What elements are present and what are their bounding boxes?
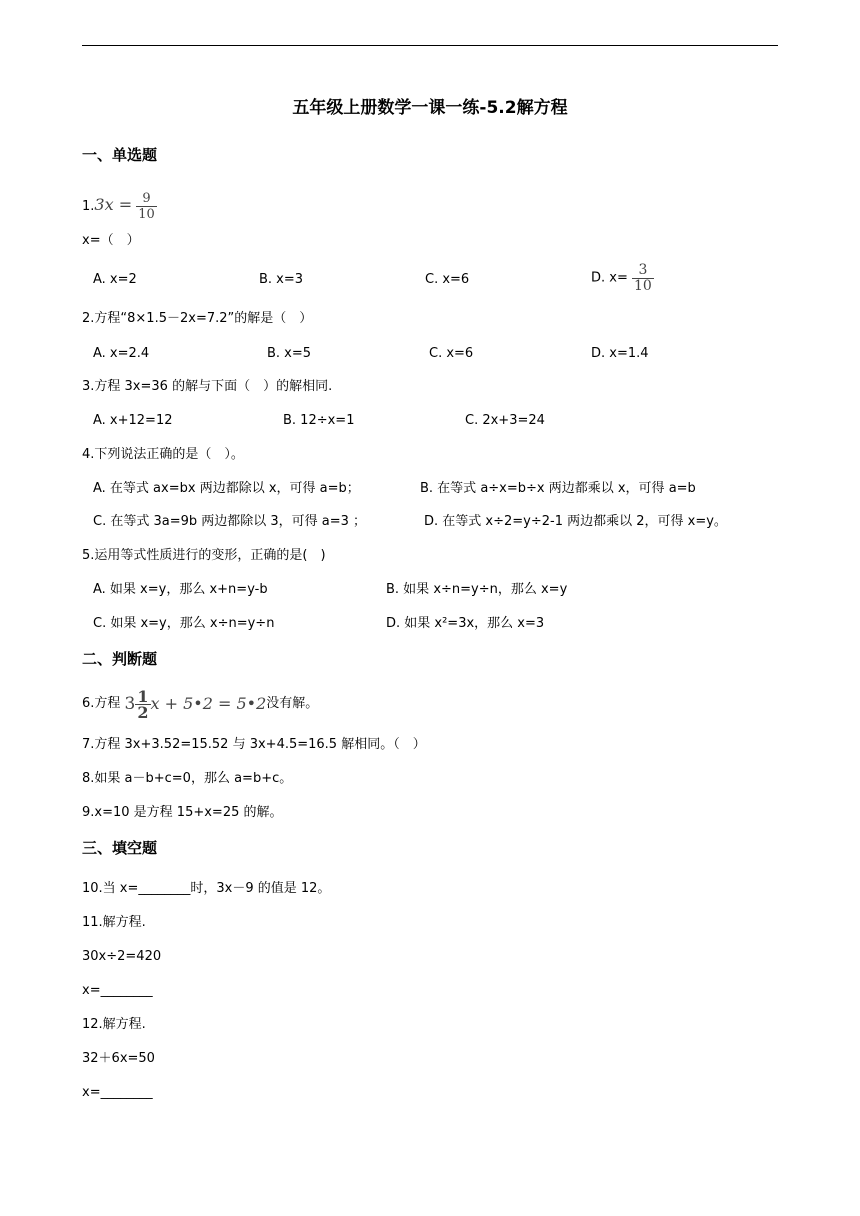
question-7: 7.方程 3x+3.52=15.52 与 3x+4.5=16.5 解相同。（ ）: [82, 737, 426, 752]
question-11: 11.解方程.: [82, 915, 146, 930]
fraction-denominator: 2: [137, 702, 149, 722]
question-10[interactable]: 10.当 x=________时，3x－9 的值是 12。: [82, 881, 331, 896]
option-a[interactable]: A. 如果 x=y，那么 x+n=y-b: [93, 582, 268, 597]
option-a[interactable]: A. x=2.4: [93, 346, 150, 361]
option-b[interactable]: B. 在等式 a÷x=b÷x 两边都乘以 x，可得 a=b: [420, 481, 696, 496]
question-5: 5.运用等式性质进行的变形，正确的是( ): [82, 548, 326, 563]
question-12-answer-blank[interactable]: x=________: [82, 1085, 153, 1100]
question-9: 9.x=10 是方程 15+x=25 的解。: [82, 805, 283, 820]
option-a[interactable]: A. 在等式 ax=bx 两边都除以 x，可得 a=b；: [93, 481, 360, 496]
question-12: 12.解方程.: [82, 1017, 146, 1032]
option-d[interactable]: D. 在等式 x÷2=y÷2-1 两边都乘以 2，可得 x=y。: [424, 514, 727, 529]
option-d-label: D. x=: [591, 270, 628, 286]
fraction: [632, 263, 654, 294]
option-b[interactable]: B. x=5: [267, 346, 312, 361]
equation-lhs: 3x =: [94, 195, 133, 214]
section-heading-true-false: 二、判断题: [82, 650, 158, 668]
question-8: 8.如果 a－b+c=0，那么 a=b+c。: [82, 771, 293, 786]
option-c[interactable]: C. 在等式 3a=9b 两边都除以 3，可得 a=3 ；: [93, 514, 367, 529]
fraction-denominator: 10: [138, 207, 155, 222]
option-c[interactable]: C. x=6: [429, 346, 474, 361]
option-d[interactable]: D. x=1.4: [591, 346, 649, 361]
question-12-equation: 32＋6x=50: [82, 1051, 155, 1066]
option-c[interactable]: C. x=6: [425, 272, 470, 287]
option-c[interactable]: C. 如果 x=y，那么 x÷n=y÷n: [93, 616, 275, 631]
fraction-numerator: 9: [136, 191, 157, 207]
question-number: 1.: [82, 199, 95, 214]
option-a[interactable]: A. x+12=12: [93, 413, 173, 428]
option-a[interactable]: A. x=2: [93, 272, 137, 287]
question-11-answer-blank[interactable]: x=________: [82, 983, 153, 998]
page-title: 五年级上册数学一课一练-5.2解方程: [292, 98, 568, 118]
question-11-equation: 30x÷2=420: [82, 949, 162, 964]
section-heading-fill-blank: 三、填空题: [82, 839, 158, 857]
fraction-denominator: 10: [634, 278, 652, 294]
question-6-prefix: 6.方程: [82, 696, 121, 711]
fraction-numerator: 3: [632, 263, 654, 279]
question-3: 3.方程 3x=36 的解与下面（ ）的解相同.: [82, 379, 333, 394]
section-heading-single-choice: 一、单选题: [82, 146, 158, 164]
option-b[interactable]: B. 12÷x=1: [283, 413, 355, 428]
option-b[interactable]: B. x=3: [259, 272, 304, 287]
option-b[interactable]: B. 如果 x÷n=y÷n，那么 x=y: [386, 582, 568, 597]
fraction: [135, 686, 150, 722]
option-d[interactable]: D. 如果 x²=3x，那么 x=3: [386, 616, 545, 631]
option-c[interactable]: C. 2x+3=24: [465, 413, 545, 428]
option-d[interactable]: [591, 263, 654, 294]
header-rule: [82, 45, 778, 46]
fraction: [136, 191, 157, 222]
fraction-numerator: 1: [137, 686, 149, 706]
mixed-number-whole: 3: [124, 694, 136, 714]
question-6: [82, 684, 318, 725]
question-2: 2.方程“8×1.5－2x=7.2”的解是（ ）: [82, 311, 313, 326]
question-6-suffix: 没有解。: [266, 696, 319, 711]
question-1: [82, 191, 157, 222]
question-4: 4.下列说法正确的是（ ）。: [82, 447, 244, 462]
equation-rest: x + 5•2 = 5•2: [150, 694, 267, 713]
question-1-stem: x=（ ）: [82, 233, 140, 248]
